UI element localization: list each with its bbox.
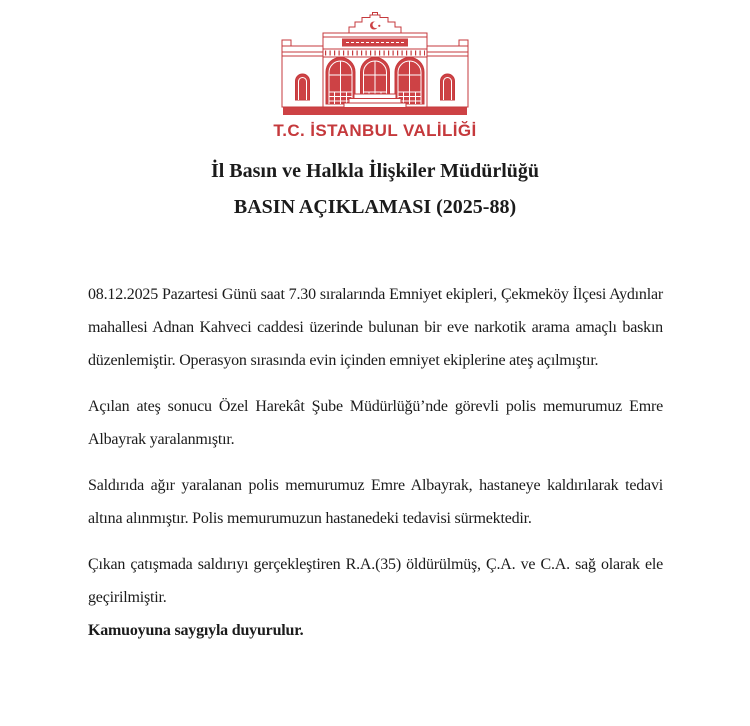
closing-statement: Kamuoyuna saygıyla duyurulur. (88, 622, 304, 639)
document-header (0, 0, 750, 219)
department-title: İl Basın ve Halkla İlişkiler Müdürlüğü (210, 160, 540, 182)
governorship-logo (0, 12, 750, 143)
body-paragraph: Saldırıda ağır yaralanan polis memurumuz Emre Albayrak, hastaneye kaldırılarak tedavi altına alınmıştır. Polis memurumuzun hastanedeki tedavisi sürmektedir. (88, 477, 663, 527)
press-release-body (88, 278, 663, 647)
logo-title: T.C. İSTANBUL VALİLİĞİ (273, 121, 477, 140)
body-paragraph: 08.12.2025 Pazartesi Günü saat 7.30 sıralarında Emniyet ekipleri, Çekmeköy İlçesi Aydınlar mahallesi Adnan Kahveci caddesi üzerinde bulunan bir eve narkotik arama amaçlı baskın düzenlemiştir. Operasyon sırasında evin içinden emniyet ekiplerine ateş açılmıştır. (88, 286, 663, 369)
body-paragraph: Çıkan çatışmada saldırıyı gerçekleştiren R.A.(35) öldürülmüş, Ç.A. ve C.A. sağ olarak ele geçirilmiştir. (88, 556, 663, 606)
press-release-title: BASIN AÇIKLAMASI (2025-88) (233, 196, 517, 218)
government-building-icon (280, 12, 470, 116)
body-paragraph: Açılan ateş sonucu Özel Harekât Şube Müdürlüğü’nde görevli polis memurumuz Emre Albayrak yaralanmıştır. (88, 398, 663, 448)
